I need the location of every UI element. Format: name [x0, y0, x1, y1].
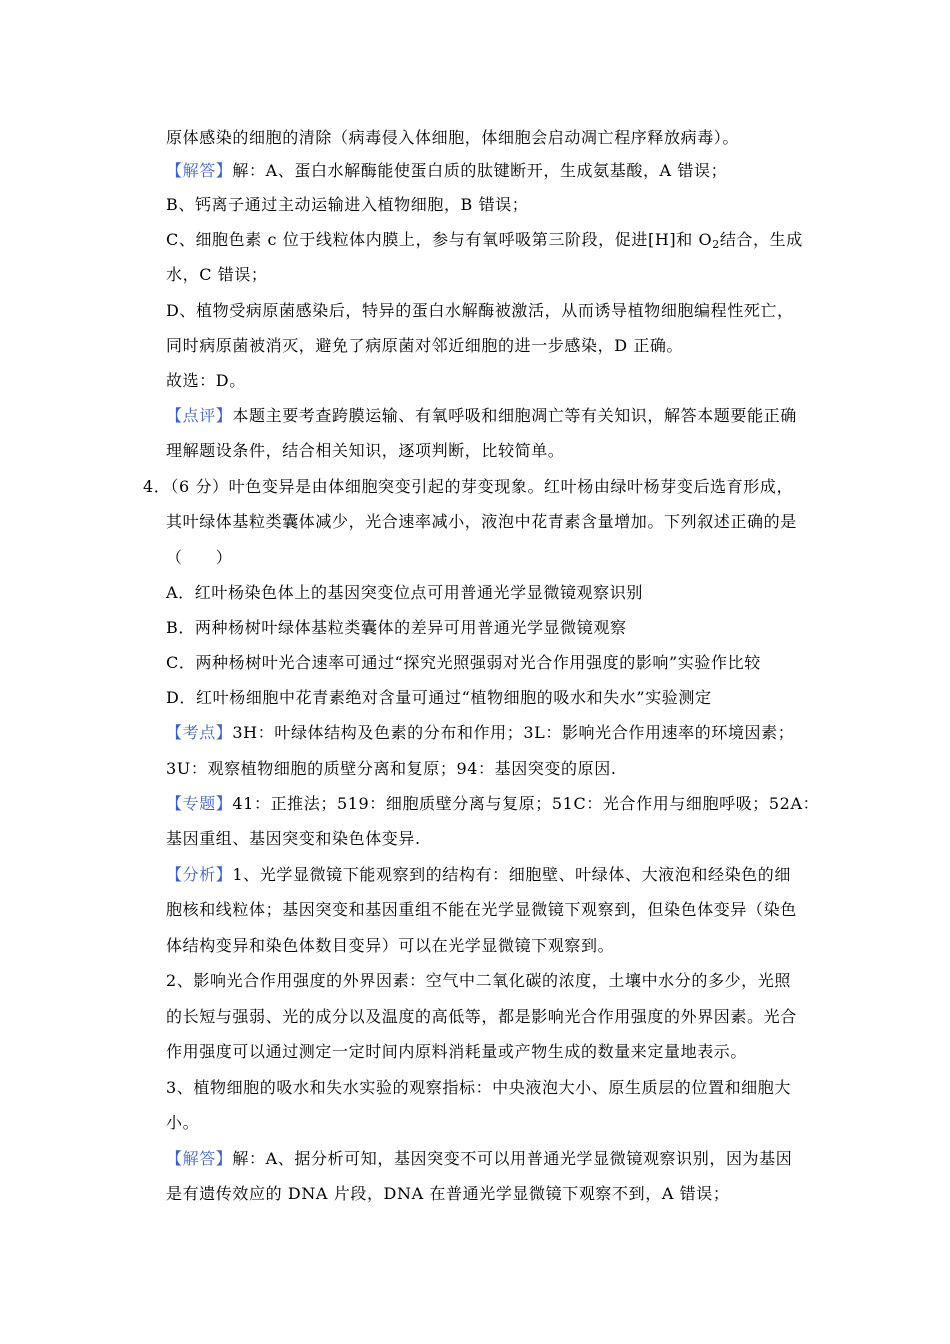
fenxi-tag: 【分析】	[166, 865, 233, 884]
text-line: 体结构变异和染色体数目变异）可以在光学显微镜下观察到。	[166, 936, 615, 955]
text-line: 胞核和线粒体；基因突变和基因重组不能在光学显微镜下观察到，但染色体变异（染色	[166, 900, 797, 919]
answer-paragraph: 【解答】解：A、蛋白水解酶能使蛋白质的肽键断开，生成氨基酸，A 错误；	[166, 161, 728, 180]
zhuanti-tag: 【专题】	[166, 794, 233, 813]
text-line: 是有遗传效应的 DNA 片段，DNA 在普通光学显微镜下观察不到，A 错误；	[166, 1184, 730, 1203]
question-number: 4．	[143, 477, 171, 496]
answer-tag: 【解答】	[166, 161, 233, 180]
option-a: A．红叶杨染色体上的基因突变位点可用普通光学显微镜观察识别	[166, 583, 643, 602]
text-line: B、钙离子通过主动运输进入植物细胞，B 错误；	[166, 195, 529, 214]
option-c: C．两种杨树叶光合速率可通过“探究光照强弱对光合作用强度的影响”实验作比较	[166, 653, 761, 672]
text-line: 水，C 错误；	[166, 265, 268, 284]
text-line: D、植物受病原菌感染后，特异的蛋白水解酶被激活，从而诱导植物细胞编程性死亡，	[166, 301, 794, 320]
text-line: 3U：观察植物细胞的质壁分离和复原；94：基因突变的原因.	[166, 759, 617, 778]
text-line: 2、影响光合作用强度的外界因素：空气中二氧化碳的浓度，土壤中水分的多少，光照	[166, 971, 791, 990]
text-line: 理解题设条件，结合相关知识，逐项判断，比较简单。	[166, 441, 565, 460]
comment-paragraph: 【点评】本题主要考查跨膜运输、有氧呼吸和细胞凋亡等有关知识，解答本题要能正确	[166, 406, 797, 425]
text-line: 同时病原菌被消灭，避免了病原菌对邻近细胞的进一步感染，D 正确。	[166, 336, 684, 355]
text-line: 3、植物细胞的吸水和失水实验的观察指标：中央液泡大小、原生质层的位置和细胞大	[166, 1078, 791, 1097]
text-line: 的长短与强弱、光的成分以及温度的高低等，都是影响光合作用强度的外界因素。光合	[166, 1007, 797, 1026]
option-d: D．红叶杨细胞中花青素绝对含量可通过“植物细胞的吸水和失水”实验测定	[166, 688, 712, 707]
kaodian-tag: 【考点】	[166, 723, 233, 742]
comment-tag: 【点评】	[166, 406, 233, 425]
kaodian-paragraph: 【考点】3H：叶绿体结构及色素的分布和作用；3L：影响光合作用速率的环境因素；	[166, 723, 795, 742]
zhuanti-paragraph: 【专题】41：正推法；519：细胞质壁分离与复原；51C：光合作用与细胞呼吸；52A：	[166, 794, 820, 813]
text-line: 基因重组、基因突变和染色体变异.	[166, 829, 421, 848]
fenxi-paragraph: 【分析】1、光学显微镜下能观察到的结构有：细胞壁、叶绿体、大液泡和经染色的细	[166, 865, 791, 884]
text-line: 其叶绿体基粒类囊体减少，光合速率减小，液泡中花青素含量增加。下列叙述正确的是	[166, 512, 797, 531]
option-b: B．两种杨树叶绿体基粒类囊体的差异可用普通光学显微镜观察	[166, 618, 627, 637]
jieda-tag: 【解答】	[166, 1149, 233, 1168]
text-line: C、细胞色素 c 位于线粒体内膜上，参与有氧呼吸第三阶段，促进[H]和 $O_2$结合，生成	[166, 230, 803, 251]
text-line: 原体感染的细胞的清除（病毒侵入体细胞，体细胞会启动凋亡程序释放病毒）。	[166, 128, 740, 147]
text-line: 作用强度可以通过测定一定时间内原料消耗量或产物生成的数量来定量地表示。	[166, 1042, 748, 1061]
text-line: 小。	[166, 1113, 200, 1132]
question-stem: 4．（6 分）叶色变异是由体细胞突变引起的芽变现象。红叶杨由绿叶杨芽变后选育形成，	[143, 477, 794, 496]
jieda-paragraph: 【解答】解：A、据分析可知，基因突变不可以用普通光学显微镜观察识别，因为基因	[166, 1149, 793, 1168]
answer-blank: （ ）	[166, 548, 233, 567]
choice-line: 故选：D。	[166, 371, 246, 390]
